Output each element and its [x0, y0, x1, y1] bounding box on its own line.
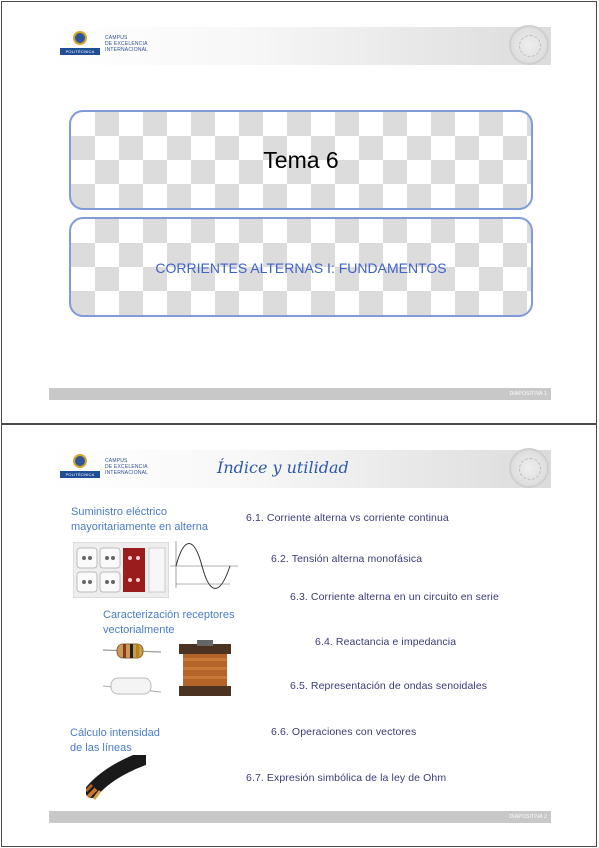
- upm-logo: [60, 454, 100, 480]
- crest-icon: [73, 454, 87, 468]
- index-item: 6.1. Corriente alterna vs corriente continua: [246, 512, 449, 524]
- upm-logo: [60, 31, 100, 57]
- label-line: Suministro eléctrico: [71, 506, 167, 518]
- university-seal-icon: [509, 25, 549, 65]
- index-item: 6.6. Operaciones con vectores: [271, 726, 417, 738]
- power-outlets-image: [73, 542, 169, 598]
- campus-line: DE EXCELENCIA: [105, 41, 148, 47]
- current-label: [70, 726, 160, 756]
- index-item: 6.2. Tensión alterna monofásica: [271, 553, 423, 565]
- slide-number: DIAPOSITIVA 2: [509, 814, 547, 820]
- label-line: mayoritariamente en alterna: [71, 521, 208, 533]
- label-line: vectorialmente: [103, 624, 175, 636]
- logo-band-text: POLITÉCNICA: [60, 471, 100, 478]
- slide-2: [1, 424, 597, 847]
- label-line: de las líneas: [70, 742, 132, 754]
- index-item: 6.5. Representación de ondas senoidales: [290, 680, 488, 692]
- slide-number: DIAPOSITIVA 1: [509, 391, 547, 397]
- cable-image: [86, 755, 146, 801]
- label-line: Caracterización receptores: [103, 609, 235, 621]
- campus-text: [105, 35, 148, 53]
- inductor-coil-image: [173, 640, 237, 700]
- university-seal-icon: [509, 448, 549, 488]
- campus-line: CAMPUS: [105, 35, 128, 41]
- index-item: 6.7. Expresión simbólica de la ley de Ohm: [246, 772, 447, 784]
- slide-1: [1, 1, 597, 424]
- title-box: [69, 110, 533, 210]
- campus-line: CAMPUS: [105, 458, 128, 464]
- campus-text: [105, 458, 148, 476]
- crest-icon: [73, 31, 87, 45]
- slide-footer: [49, 811, 551, 823]
- receivers-label: [103, 608, 234, 638]
- resistor-capacitor-image: [103, 642, 163, 700]
- slide-subtitle: CORRIENTES ALTERNAS I: FUNDAMENTOS: [155, 260, 447, 276]
- subtitle-box: [69, 217, 533, 317]
- label-line: Cálculo intensidad: [70, 727, 160, 739]
- index-item: 6.3. Corriente alterna en un circuito en serie: [290, 591, 499, 603]
- slide-title: Índice y utilidad: [217, 458, 349, 477]
- campus-line: DE EXCELENCIA: [105, 464, 148, 470]
- campus-line: INTERNACIONAL: [105, 470, 149, 476]
- slide-header: [49, 450, 551, 488]
- slide-footer: [49, 388, 551, 400]
- sine-wave-graphic: [168, 538, 240, 590]
- index-item: 6.4. Reactancia e impedancia: [315, 636, 457, 648]
- slide-title: Tema 6: [263, 147, 339, 173]
- logo-band-text: POLITÉCNICA: [60, 48, 100, 55]
- campus-line: INTERNACIONAL: [105, 47, 149, 53]
- slide-header: [49, 27, 551, 65]
- supply-label: [71, 505, 208, 535]
